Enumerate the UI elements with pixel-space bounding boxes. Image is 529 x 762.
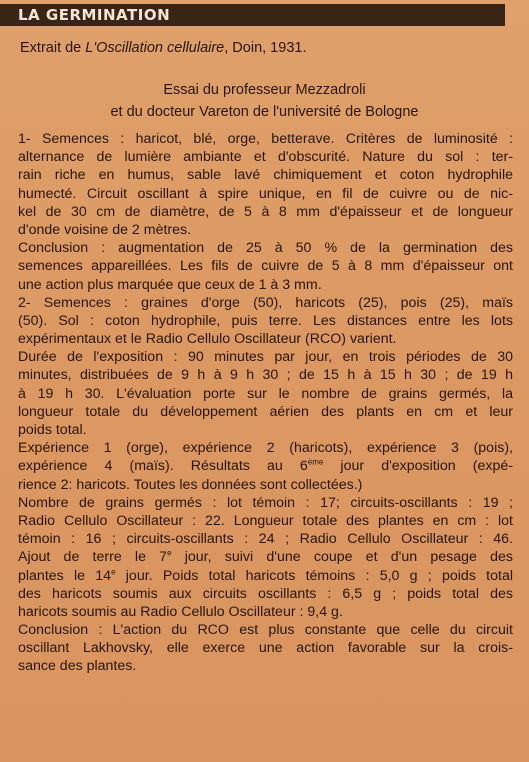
text-segment: jour. Poids total haricots témoins : 5,0 g ; poids total: [115, 567, 513, 584]
text-line: des haricots soumis aux circuits oscillants : 6,5 g ; poids total des: [18, 585, 513, 602]
text-line: Expérience 1 (orge), expérience 2 (haricots), expérience 3 (pois),: [18, 440, 513, 457]
superscript: e: [167, 548, 172, 558]
text-segment: jour d'exposition (expé-: [323, 458, 513, 475]
text-line: poids total.: [18, 422, 87, 438]
text-line: rain riche en humus, sable lavé chimiquement et coton hydrophile: [18, 167, 513, 184]
text-segment: jour, suivi d'une coupe et d'un pesage des: [171, 549, 513, 566]
text-line: à 19 h 30. L'évaluation porte sur le nombre de grains germés, la: [18, 385, 513, 402]
text-line: sance des plantes.: [18, 658, 137, 675]
source-work-title: L'Oscillation cellulaire: [85, 40, 225, 56]
source-suffix: , Doin, 1931.: [224, 40, 307, 56]
text-line: d'onde voisine de 2 mètres.: [18, 221, 192, 238]
heading-line-1: Essai du professeur Mezzadroli: [163, 82, 366, 98]
text-line: rience 2: haricots. Toutes les données sont collectées.): [18, 476, 363, 493]
text-line: expérimentaux et le Radio Cellulo Oscillateur (RCO) varient.: [18, 331, 397, 348]
text-line: Conclusion : augmentation de 25 à 50 % de la germination des: [18, 240, 513, 257]
text-line: Conclusion : L'action du RCO est plus constante que celle du circuit: [18, 622, 513, 639]
text-line: semences appareillées. Les fils de cuivre de 5 à 8 mm d'épaisseur ont: [18, 258, 513, 275]
text-segment: Ajout de terre le 7: [18, 549, 168, 566]
text-line: alternance de lumière ambiante et d'obscurité. Nature du sol : ter-: [18, 149, 513, 166]
text-line: 2- Semences : graines d'orge (50), haricots (25), pois (25), maïs: [18, 294, 513, 311]
text-line: Nombre de grains germés : lot témoin : 17; circuits-oscillants : 19 ;: [18, 494, 513, 511]
text-line-superscript: [18, 567, 513, 585]
text-line-superscript: [18, 548, 513, 566]
text-line: témoin : 16 ; circuits-oscillants : 24 ; Radio Cellulo Oscillateur : 46.: [18, 531, 513, 548]
text-line: minutes, distribuées de 9 h à 9 h 30 ; de 15 h à 15 h 30 ; de 19 h: [18, 367, 513, 384]
text-line: Durée de l'exposition : 90 minutes par jour, en trois périodes de 30: [18, 349, 513, 366]
text-line: kel de 30 cm de diamètre, de 5 à 8 mm d'épaisseur et de longueur: [18, 203, 513, 220]
section-title: LA GERMINATION: [18, 6, 171, 24]
text-line: une action plus marquée que ceux de 1 à 3 mm.: [18, 276, 322, 293]
title-bar: [0, 4, 505, 26]
body-text: [18, 130, 513, 676]
text-segment: expérience 4 (maïs). Résultats au 6: [18, 458, 308, 475]
text-segment: plantes le 14: [18, 567, 112, 584]
text-line: Radio Cellulo Oscillateur : 22. Longueur totale des plantes en cm : lot: [18, 512, 513, 529]
superscript: ème: [307, 457, 324, 467]
text-line: humecté. Circuit oscillant à spire unique, en fil de cuivre ou de nic-: [18, 185, 513, 202]
source-prefix: Extrait de: [20, 40, 86, 56]
text-line-superscript: [18, 457, 513, 475]
source-citation: [20, 40, 306, 56]
text-line: haricots soumis au Radio Cellulo Oscillateur : 9,4 g.: [18, 603, 343, 620]
text-line: oscillant Lakhovsky, elle exerce une action favorable sur la crois-: [18, 640, 513, 657]
superscript: e: [111, 566, 116, 576]
text-line: 1- Semences : haricot, blé, orge, betterave. Critères de luminosité :: [18, 131, 513, 147]
heading-line-2: et du docteur Vareton de l'université de Bologne: [110, 104, 419, 120]
text-line: (50). Sol : coton hydrophile, puis terre. Les distances entre les lots: [18, 312, 513, 329]
text-line: longueur totale du développement aérien des plants en cm et leur: [18, 403, 513, 420]
